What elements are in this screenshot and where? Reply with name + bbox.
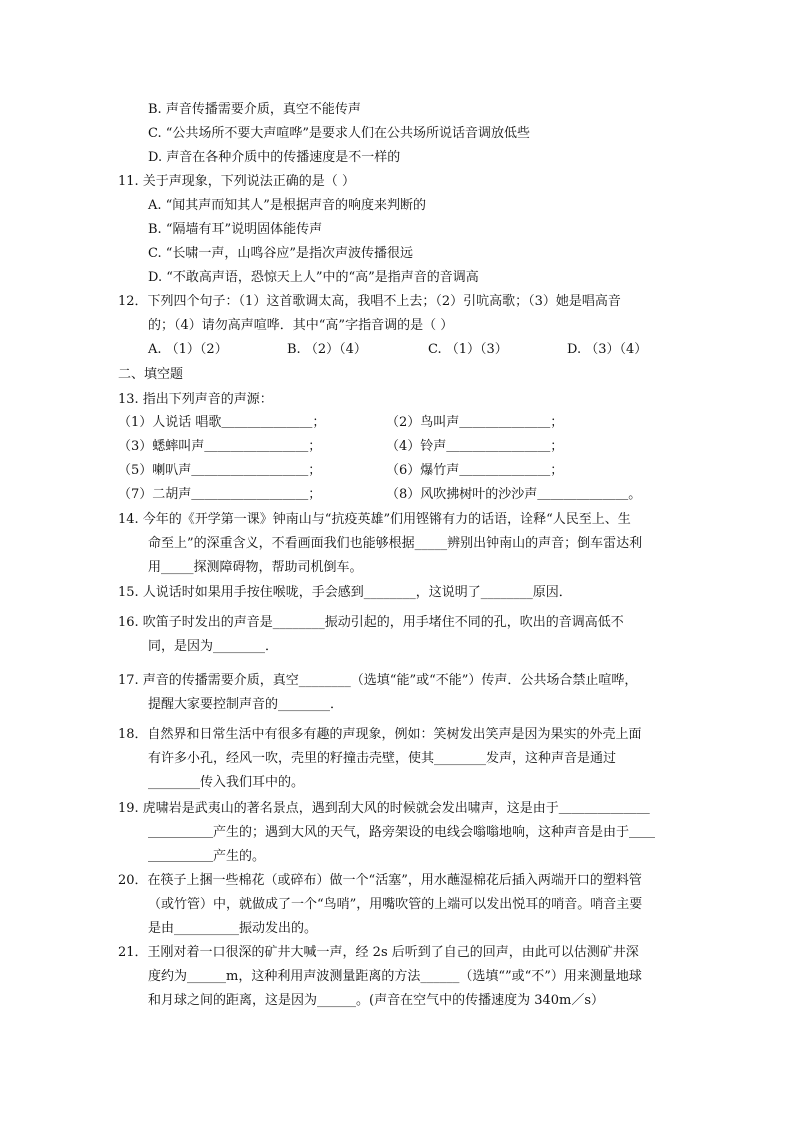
q10-option-d: D. 声音在各种介质中的传播速度是不一样的: [148, 150, 401, 165]
q18-line2: 有许多小孔，经风一吹，壳里的籽撞击壳壁，使其________发声，这种声音是通过: [148, 751, 617, 766]
q15-line1: 15. 人说话时如果用手按住喉咙，手会感到________，这说明了________原因．: [118, 585, 572, 600]
q19-line3: ＿＿＿＿＿产生的。: [148, 849, 266, 864]
q13-item-6: （6）爆竹声＿＿＿＿＿＿＿；: [386, 463, 564, 478]
q17-line2: 提醒大家要控制声音的________．: [148, 697, 344, 712]
q13-item-7: （7）二胡声＿＿＿＿＿＿＿＿＿；: [118, 487, 322, 502]
q20-line1: 20．在筷子上捆一些棉花（或碎布）做一个“活塞”，用水蘸湿棉花后插入两端开口的塑料管: [118, 873, 642, 888]
q13-stem: 13. 指出下列声音的声源：: [118, 392, 273, 407]
q21-line1: 21．王刚对着一口很深的矿井大喊一声，经 2s 后听到了自己的回声，由此可以估测矿井深: [118, 945, 639, 960]
q16-line2: 同，是因为________．: [148, 639, 279, 654]
q12-stem-line2: 的；（4）请勿高声喧哗．其中“高”字指音调的是（ ）: [148, 318, 454, 333]
q18-line3: ________传入我们耳中的。: [148, 775, 305, 790]
q12-option-d: D. （3）（4）: [567, 342, 648, 357]
q14-line3: 用_____探测障碍物，帮助司机倒车。: [148, 560, 363, 575]
q11-stem: 11. 关于声现象，下列说法正确的是（ ）: [118, 174, 355, 189]
q12-option-a: A. （1）（2）: [148, 342, 228, 357]
q14-line2: 命至上”的深重含义，不看画面我们也能够根据_____辨别出钟南山的声音；倒车雷达利: [148, 536, 643, 551]
section-heading-fill-blank: 二、填空题: [118, 367, 184, 382]
q16-line1: 16. 吹笛子时发出的声音是________振动引起的，用手堵住不同的孔，吹出的音调高低不: [118, 615, 624, 630]
q11-option-d: D. “不敢高声语，恐惊天上人”中的“高”是指声音的音调高: [148, 270, 479, 285]
q11-option-b: B. “隔墙有耳”说明固体能传声: [148, 222, 323, 237]
q12-stem-line1: 12．下列四个句子：（1）这首歌调太高，我唱不上去；（2）引吭高歌；（3）她是唱高音: [118, 294, 621, 309]
q10-option-b: B. 声音传播需要介质，真空不能传声: [148, 102, 361, 117]
q11-option-c: C. “长啸一声，山鸣谷应”是指次声波传播很远: [148, 246, 414, 261]
q13-item-1: （1）人说话 唱歌＿＿＿＿＿＿＿；: [118, 415, 326, 430]
q12-option-b: B. （2）（4）: [287, 342, 367, 357]
q18-line1: 18．自然界和日常生活中有很多有趣的声现象，例如：笑树发出笑声是因为果实的外壳上面: [118, 727, 642, 742]
q14-line1: 14. 今年的《开学第一课》钟南山与“抗疫英雄”们用铿锵有力的话语，诠释“人民至上、生: [118, 512, 631, 527]
q13-item-3: （3）蟋蟀叫声＿＿＿＿＿＿＿＿；: [118, 439, 322, 454]
q12-option-c: C. （1）（3）: [428, 342, 508, 357]
q20-line2: （或竹管）中，就做成了一个“鸟哨”，用嘴吹管的上端可以发出悦耳的哨音。哨音主要: [148, 897, 643, 912]
q19-line2: ＿＿＿＿＿产生的；遇到大风的天气，路旁架设的电线会嗡嗡地响，这种声音是由于＿＿: [148, 825, 656, 840]
q13-item-5: （5）喇叭声＿＿＿＿＿＿＿＿＿；: [118, 463, 322, 478]
q13-item-2: （2）鸟叫声＿＿＿＿＿＿＿；: [386, 415, 564, 430]
q21-line2: 度约为______m，这种利用声波测量距离的方法______（选填“”或“不”）用来测量地球: [148, 969, 642, 984]
q21-line3: 和月球之间的距离，这是因为______。(声音在空气中的传播速度为 340m／s）: [148, 993, 605, 1008]
q13-item-8: （8）风吹拂树叶的沙沙声＿＿＿＿＿＿＿。: [386, 487, 642, 502]
q17-line1: 17. 声音的传播需要介质，真空________（选填“能”或“不能”）传声．公共场合禁止喧哗，: [118, 673, 638, 688]
q10-option-c: C. “公共场所不要大声喧哗”是要求人们在公共场所说话音调放低些: [148, 126, 531, 141]
q11-option-a: A. “闻其声而知其人”是根据声音的响度来判断的: [148, 198, 426, 213]
q13-item-4: （4）铃声＿＿＿＿＿＿＿＿；: [386, 439, 564, 454]
q20-line3: 是由__________振动发出的。: [148, 921, 318, 936]
q19-line1: 19. 虎啸岩是武夷山的著名景点，遇到刮大风的时候就会发出啸声，这是由于＿＿＿＿＿＿＿: [118, 801, 650, 816]
